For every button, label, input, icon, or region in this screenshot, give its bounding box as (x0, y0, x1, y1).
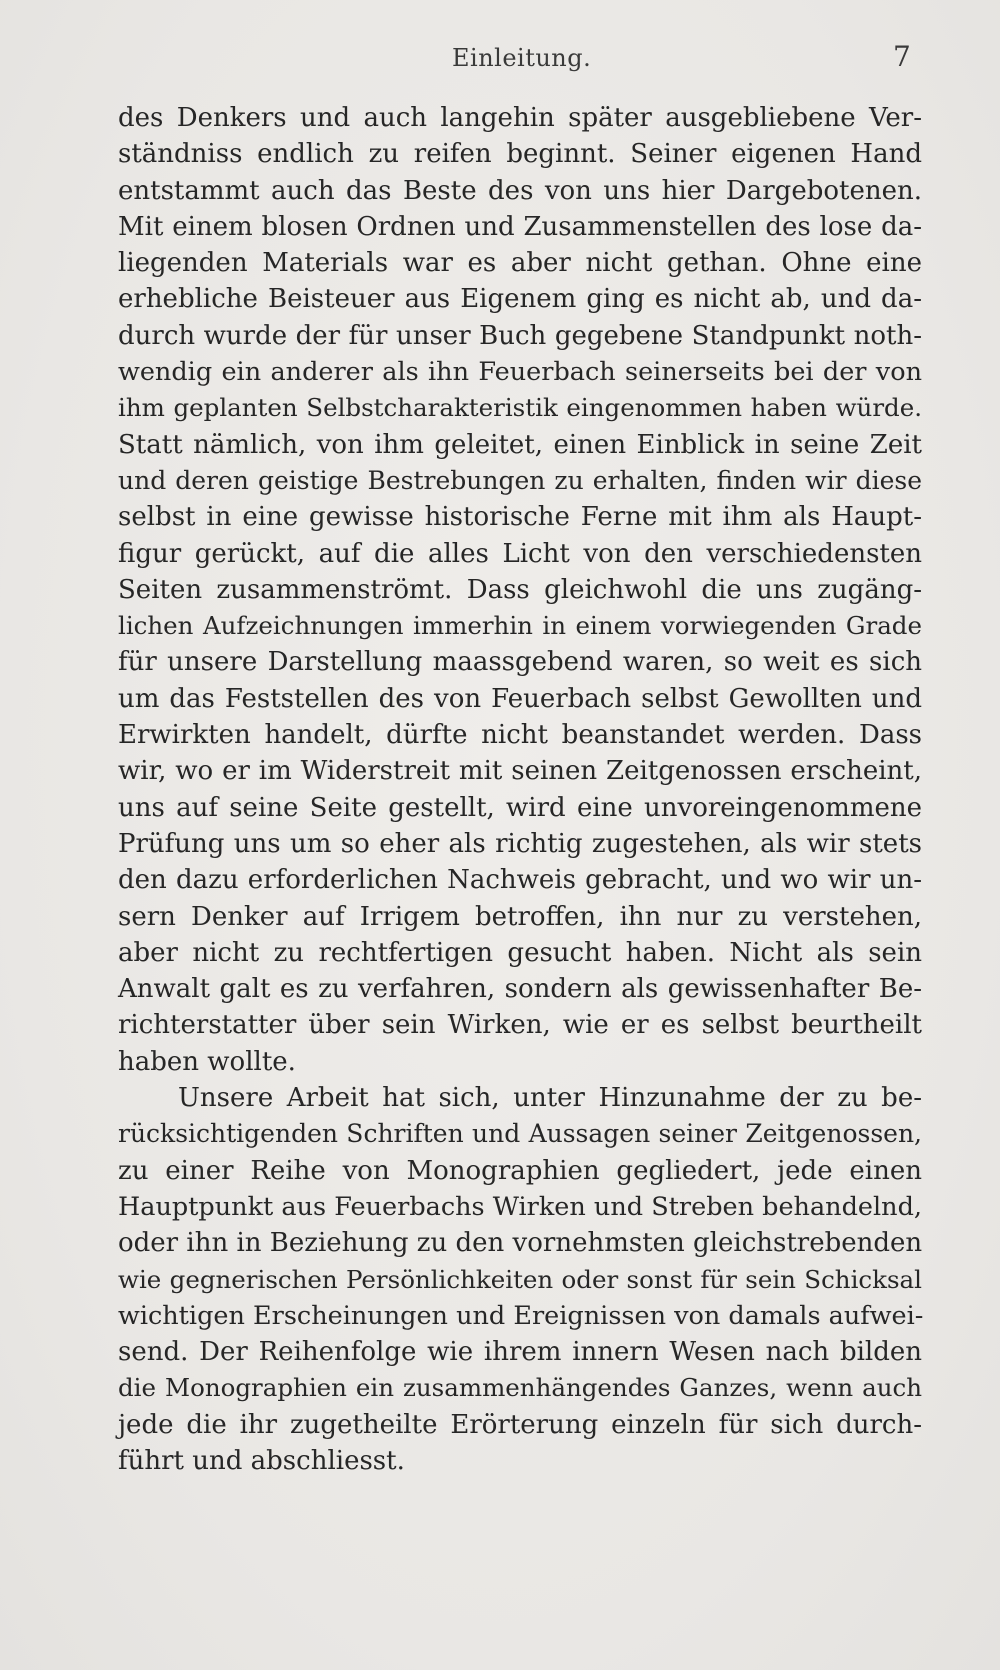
text-line: oder ihn in Beziehung zu den vornehmsten gleichstrebenden (118, 1228, 923, 1259)
text-line: ständniss endlich zu reifen beginnt. Seiner eigenen Hand (118, 139, 922, 170)
text-line: wie gegnerischen Persönlichkeiten oder sonst für sein Schicksal (118, 1264, 922, 1294)
text-line: den dazu erforderlichen Nachweis gebracht, und wo wir un- (118, 865, 922, 896)
text-line: wichtigen Erscheinungen und Ereignissen von damals aufwei- (118, 1300, 924, 1331)
text-line: Seiten zusammenströmt. Dass gleichwohl die uns zugäng- (118, 574, 922, 605)
text-line: lichen Aufzeichnungen immerhin in einem vorwiegenden Grade (118, 611, 922, 641)
text-line: uns auf seine Seite gestellt, wird eine unvoreingenommene (118, 792, 922, 823)
text-line: die Monographien ein zusammenhängendes Ganzes, wenn auch (118, 1373, 922, 1403)
text-line: selbst in eine gewisse historische Ferne mit ihm als Haupt- (118, 502, 922, 533)
text-line: liegenden Materials war es aber nicht gethan. Ohne eine (118, 248, 922, 279)
text-line: zu einer Reihe von Monographien gegliedert, jede einen (118, 1155, 922, 1186)
text-line: haben wollte. (118, 1046, 296, 1077)
text-line: Anwalt galt es zu verfahren, sondern als gewissenhafter Be- (118, 974, 922, 1005)
text-line: durch wurde der für unser Buch gegebene Standpunkt noth- (118, 320, 922, 351)
text-line: richterstatter über sein Wirken, wie er es selbst beurtheilt (118, 1010, 922, 1041)
text-line: erhebliche Beisteuer aus Eigenem ging es nicht ab, und da- (118, 284, 922, 315)
text-line: Statt nämlich, von ihm geleitet, einen Einblick in seine Zeit (118, 429, 922, 460)
text-line: für unsere Darstellung maassgebend waren, so weit es sich (118, 647, 922, 678)
text-line: wendig ein anderer als ihn Feuerbach seinerseits bei der von (118, 357, 922, 388)
text-line: führt und abschliesst. (118, 1445, 405, 1476)
text-line: aber nicht zu rechtfertigen gesucht haben. Nicht als sein (118, 937, 922, 968)
page-number: 7 (893, 40, 911, 73)
text-line: Prüfung uns um so eher als richtig zugestehen, als wir stets (118, 828, 922, 859)
text-line: Erwirkten handelt, dürfte nicht beanstandet werden. Dass (118, 720, 922, 751)
running-head-title: Einleitung. (452, 44, 592, 72)
text-line: Mit einem blosen Ordnen und Zusammenstellen des lose da- (118, 211, 922, 242)
text-line: send. Der Reihenfolge wie ihrem innern Wesen nach bilden (118, 1337, 922, 1368)
text-line: sern Denker auf Irrigem betroffen, ihn nur zu verstehen, (118, 901, 922, 932)
text-line: wir, wo er im Widerstreit mit seinen Zeitgenossen erscheint, (118, 756, 922, 787)
paragraph-2 (118, 1080, 922, 1479)
text-line: um das Feststellen des von Feuerbach selbst Gewollten und (118, 683, 922, 714)
text-line: jede die ihr zugetheilte Erörterung einzeln für sich durch- (118, 1409, 922, 1440)
text-line: Hauptpunkt aus Feuerbachs Wirken und Streben behandelnd, (118, 1191, 923, 1222)
text-line: ihm geplanten Selbstcharakteristik eingenommen haben würde. (118, 393, 922, 423)
text-line: Unsere Arbeit hat sich, unter Hinzunahme der zu be- (178, 1083, 922, 1114)
body-text (118, 100, 922, 1479)
text-line: des Denkers und auch langehin später ausgebliebene Ver- (118, 103, 922, 133)
text-line: und deren geistige Bestrebungen zu erhalten, finden wir diese (118, 465, 922, 495)
text-line: entstammt auch das Beste des von uns hier Dargebotenen. (118, 175, 922, 206)
paragraph-1 (118, 100, 922, 1080)
running-head (0, 40, 1000, 80)
text-line: rücksichtigenden Schriften und Aussagen seiner Zeitgenossen, (118, 1119, 922, 1149)
text-line: figur gerückt, auf die alles Licht von den verschiedensten (118, 538, 922, 569)
